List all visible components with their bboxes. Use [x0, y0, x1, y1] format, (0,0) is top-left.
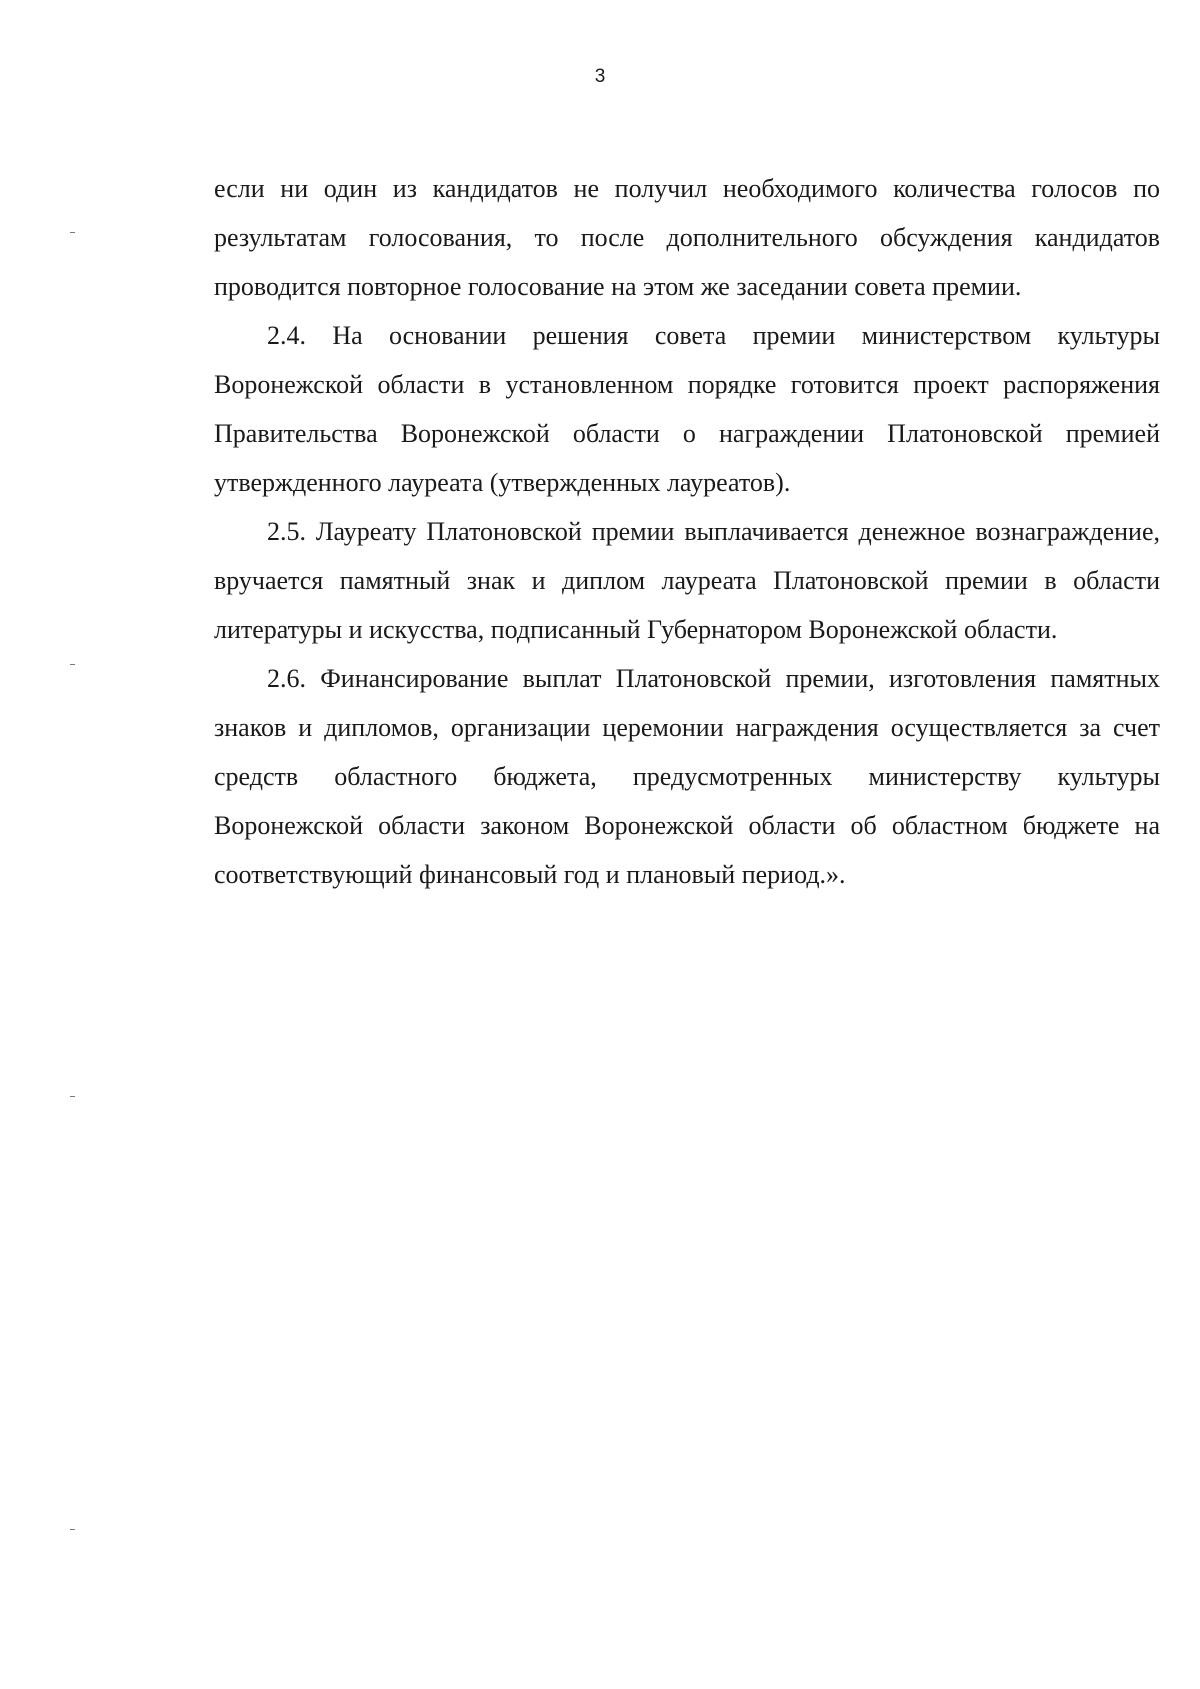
scan-mark — [70, 232, 75, 233]
paragraph-2-4: 2.4. На основании решения совета премии министерством культуры Воронежской области в установленном порядке готовится проект распоряжения Правительства Воронежской области о награждении Платоновской премией утвержденного лауреата (утвержденных лауреатов). — [214, 321, 1160, 497]
scan-mark — [70, 664, 75, 665]
scan-mark — [70, 1096, 75, 1097]
paragraph-continuation: если ни один из кандидатов не получил необходимого количества голосов по результатам голосования, то после дополнительного обсуждения кандидатов проводится повторное голосование на этом же заседании совета премии. — [214, 174, 1160, 301]
paragraph-2-5: 2.5. Лауреату Платоновской премии выплачивается денежное вознаграждение, вручается памятный знак и диплом лауреата Платоновской премии в области литературы и искусства, подписанный Губернатором Воронежской области. — [214, 517, 1160, 644]
document-body — [214, 164, 1160, 899]
page-number: 3 — [594, 66, 606, 87]
paragraph-2-6: 2.6. Финансирование выплат Платоновской премии, изготовления памятных знаков и дипломов, организации церемонии награждения осуществляется за счет средств областного бюджета, предусмотренных министерству культуры Воронежской области законом Воронежской области об областном бюджете на соответствующий финансовый год и плановый период.». — [214, 664, 1160, 889]
scan-mark — [70, 1529, 75, 1530]
